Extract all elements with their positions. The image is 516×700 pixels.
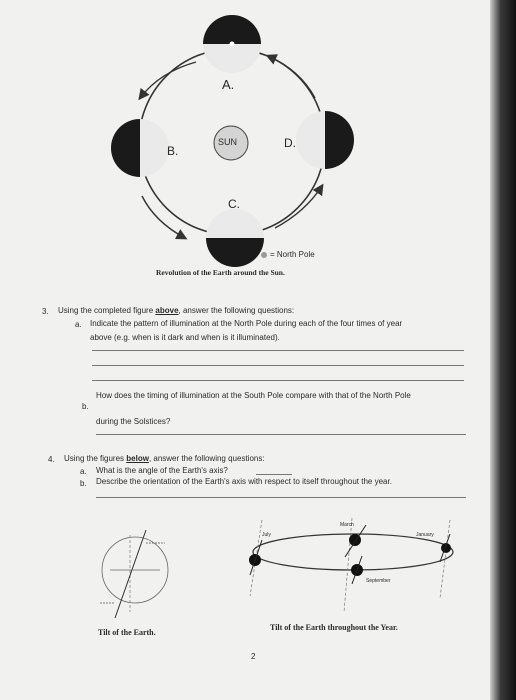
answer-blank[interactable] [256,474,292,475]
q3a-line2: above (e.g. when is it dark and when is it illuminated). [90,333,280,342]
label-sun: SUN [218,137,238,147]
label-c: C. [228,197,240,211]
legend-north-pole: = North Pole [270,250,315,259]
q4-prompt: Using the figures below, answer the following questions: [64,454,265,463]
month-january: January [416,532,434,538]
q3a-line1: Indicate the pattern of illumination at the North Pole during each of the four times of year [90,319,403,328]
month-march: March [340,522,354,528]
q4b-marker: b. [80,479,87,488]
q4b-text: Describe the orientation of the Earth's axis with respect to itself throughout the year. [96,477,392,486]
q3b-marker: b. [82,402,89,411]
q4-number: 4. [48,455,55,464]
q4a-text: What is the angle of the Earth's axis? [96,466,228,475]
earth-position-d [296,111,354,169]
earth-position-a [203,15,261,73]
earth-position-c [206,209,264,267]
q3b-line1: How does the timing of illumination at the South Pole compare with that of the North Pole [96,391,411,400]
month-september: September [366,578,391,584]
orbit-arrow-bottom-left [142,196,185,238]
answer-line[interactable] [96,434,466,435]
tilt-caption: Tilt of the Earth. [98,628,156,637]
page-number: 2 [251,652,256,661]
label-a: A. [222,77,235,92]
north-pole-legend-dot [261,252,267,258]
answer-line[interactable] [96,497,466,498]
orbit-arrow-top-left [140,62,196,98]
answer-line[interactable] [92,380,464,381]
month-july: July [262,532,271,538]
label-d: D. [284,136,296,150]
earth-position-b [111,119,169,177]
q3-number: 3. [42,307,49,316]
answer-line[interactable] [92,365,464,366]
diagram-caption: Revolution of the Earth around the Sun. [156,268,285,277]
tilt-figure [100,530,168,618]
orbit-arrow-top-right [268,56,315,98]
q3-prompt: Using the completed figure above, answer the following questions: [58,306,295,315]
q4a-marker: a. [80,467,87,476]
q3b-line2: during the Solstices? [96,417,171,426]
desk-edge [490,0,516,700]
label-b: B. [167,144,179,158]
q3a-marker: a. [75,320,82,329]
answer-line[interactable] [92,350,464,351]
tilt-year-caption: Tilt of the Earth throughout the Year. [270,623,398,632]
